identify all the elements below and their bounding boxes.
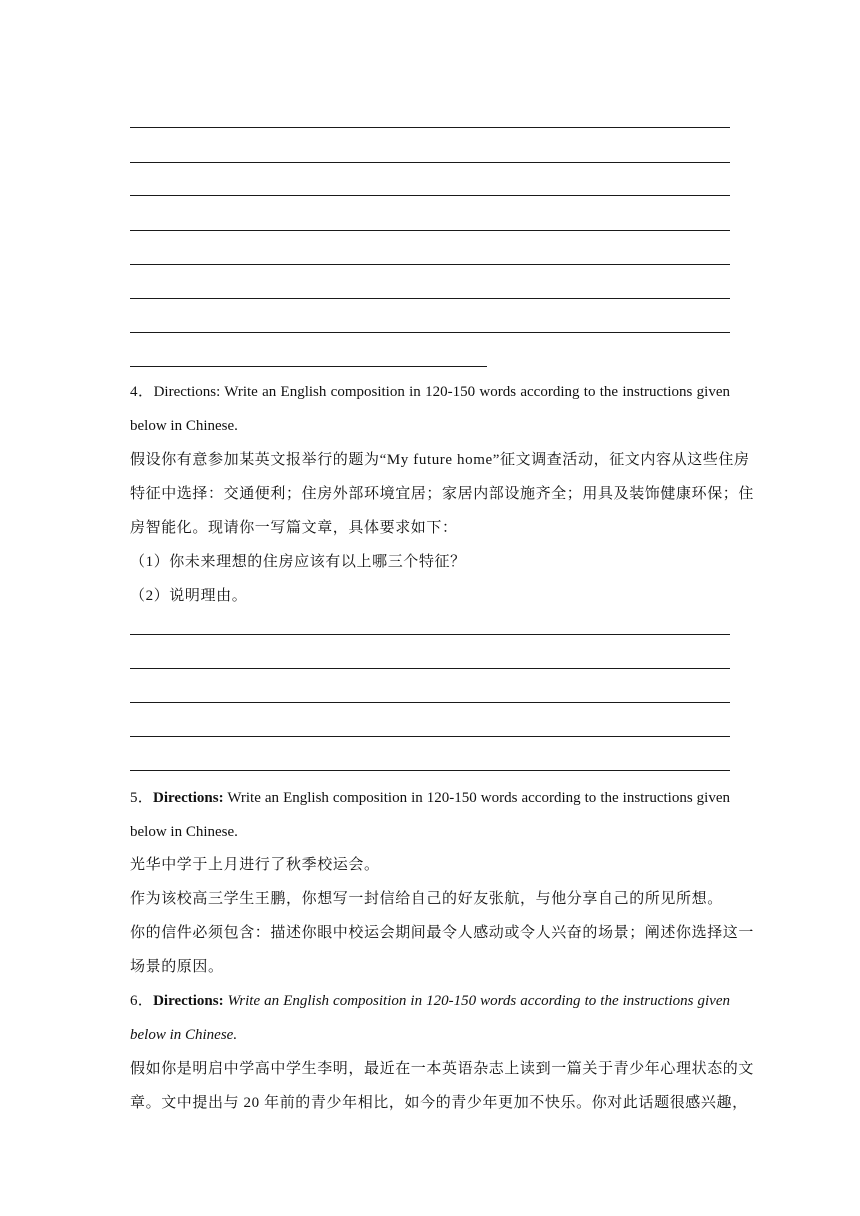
answer-line	[130, 736, 730, 737]
answer-line	[130, 162, 730, 163]
q4-directions: Directions: Write an English composition in 120-150 words according to the instructions given	[153, 384, 730, 400]
q5-directions: Write an English composition in 120-150 words according to the instructions given	[223, 790, 730, 806]
q4-requirement: （1）你未来理想的住房应该有以上哪三个特征？	[130, 554, 466, 570]
q5-directions-line	[130, 788, 730, 808]
q5-chinese-line: 你的信件必须包含：描述你眼中校运会期间最令人感动或令人兴奋的场景；阐述你选择这一	[130, 925, 755, 941]
q5-number: 5．	[130, 790, 154, 806]
q5-chinese-line: 场景的原因。	[130, 959, 224, 975]
q6-directions: Write an English composition in 120-150 words according to the instructions given	[223, 993, 730, 1009]
q5-chinese-line: 光华中学于上月进行了秋季校运会。	[130, 857, 380, 873]
answer-line	[130, 332, 730, 333]
q4-directions-line-2: below in Chinese.	[130, 418, 238, 434]
q4-requirement: （2）说明理由。	[130, 588, 248, 604]
q4-chinese-line: 特征中选择：交通便利；住房外部环境宜居；家居内部设施齐全；用具及装饰健康环保；住	[130, 486, 755, 502]
answer-line	[130, 127, 730, 128]
q6-number: 6．	[130, 993, 154, 1009]
q6-directions-line-2	[130, 1025, 730, 1045]
q5-chinese-line: 作为该校高三学生王鹏，你想写一封信给自己的好友张航，与他分享自己的所见所想。	[130, 891, 723, 907]
answer-line	[130, 366, 487, 367]
q5-directions-line-2: below in Chinese.	[130, 824, 238, 840]
q4-chinese-line: 房智能化。现请你一写篇文章，具体要求如下：	[130, 520, 458, 536]
answer-line	[130, 298, 730, 299]
answer-line	[130, 264, 730, 265]
q5-directions-label: Directions:	[153, 790, 224, 806]
q4-chinese-line: 假设你有意参加某英文报举行的题为“My future home”征文调查活动，征文内容从这些住房	[130, 452, 750, 468]
q6-directions-2: below in Chinese.	[130, 1027, 238, 1043]
answer-line	[130, 702, 730, 703]
q6-chinese-line: 章。文中提出与 20 年前的青少年相比，如今的青少年更加不快乐。你对此话题很感兴趣，	[130, 1095, 748, 1111]
answer-line	[130, 195, 730, 196]
answer-line	[130, 770, 730, 771]
q6-directions-label: Directions:	[153, 993, 224, 1009]
q6-chinese-line: 假如你是明启中学高中学生李明，最近在一本英语杂志上读到一篇关于青少年心理状态的文	[130, 1061, 755, 1077]
q6-directions-line	[130, 991, 730, 1011]
answer-line	[130, 668, 730, 669]
q4-number: 4．	[130, 384, 154, 400]
answer-line	[130, 230, 730, 231]
q4-directions-line	[130, 382, 730, 402]
answer-line	[130, 634, 730, 635]
